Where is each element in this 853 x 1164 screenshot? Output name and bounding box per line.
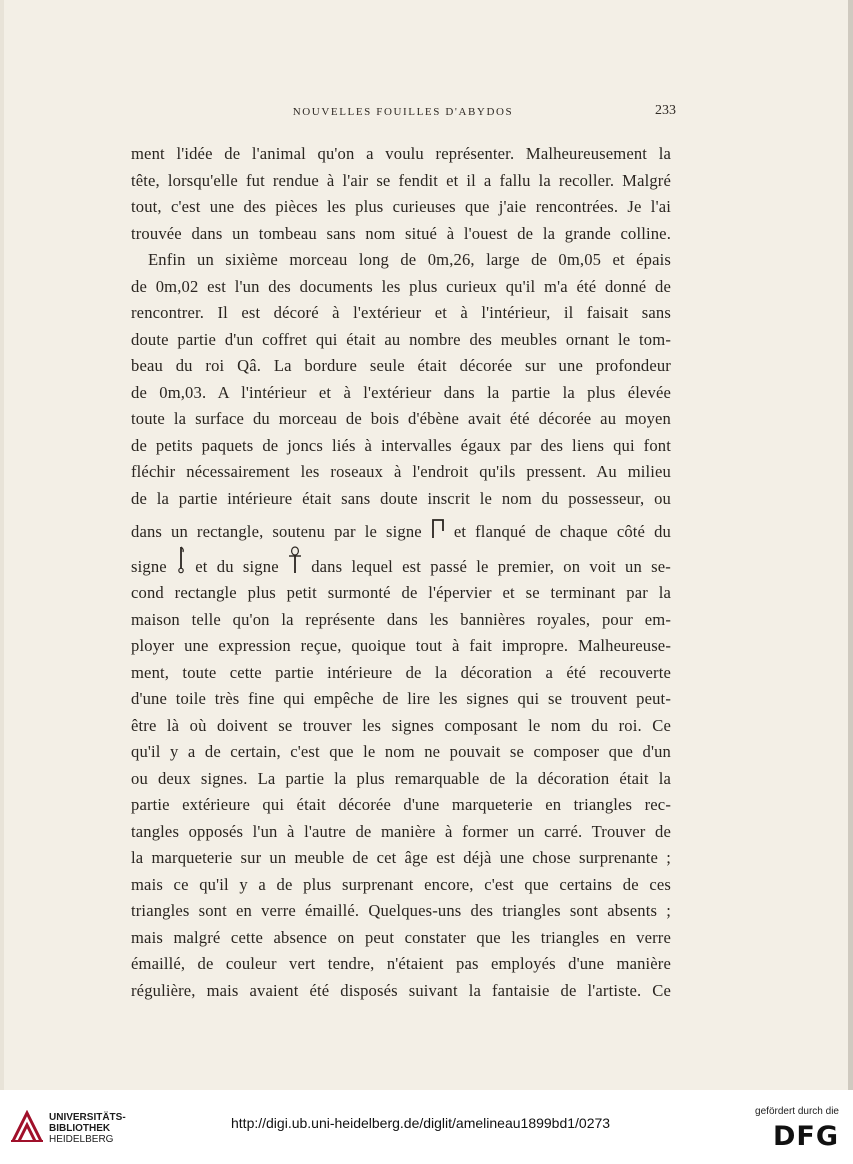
page-edge	[0, 0, 4, 1090]
text-line: tout, c'est une des pièces les plus curieuses que j'aie rencontrées. Je l'ai	[131, 197, 671, 216]
text-line: trouvée dans un tombeau sans nom situé à l'ouest de la grande colline.	[131, 223, 671, 243]
text-line: tête, lorsqu'elle fut rendue à l'air se fendit et il a fallu la recoller. Malgré	[131, 170, 671, 190]
text-line: ment, toute cette partie intérieure de la décoration a été recouverte	[131, 662, 671, 682]
text-fragment: et flanqué de chaque côté du	[453, 522, 671, 541]
text-line: beau du roi Qâ. La bordure seule était décorée sur une profondeur	[131, 356, 671, 375]
text-line: triangles sont en verre émaillé. Quelques-uns des triangles sont absents ;	[131, 901, 671, 920]
text-line: de 0m,02 est l'un des documents les plus curieux qu'il m'a été donné de	[131, 276, 671, 296]
text-line: de la partie intérieure était sans doute inscrit le nom du possesseur, ou	[131, 488, 671, 508]
library-name	[49, 1112, 126, 1145]
text-fragment: dans lequel est passé le premier, on voit un se-	[311, 557, 671, 576]
text-line-with-signs	[131, 546, 671, 580]
text-line: mais ce qu'il y a de plus surprenant encore, c'est que certains de ces	[131, 874, 671, 894]
text-line-with-sign	[131, 512, 671, 546]
library-line-3: HEIDELBERG	[49, 1134, 114, 1145]
text-line: mais malgré cette absence on peut constater que les triangles en verre	[131, 927, 671, 947]
text-fragment: et du signe	[195, 557, 279, 576]
permalink-url[interactable]: http://digi.ub.uni-heidelberg.de/diglit/amelineau1899bd1/0273	[231, 1115, 611, 1131]
text-line: tangles opposés l'un à l'autre de manière à former un carré. Trouver de	[131, 821, 671, 841]
text-line: régulière, mais avaient été disposés suivant la fantaisie de l'artiste. Ce	[131, 980, 671, 1000]
library-line-1: UNIVERSITÄTS-	[49, 1112, 126, 1123]
text-fragment: signe	[131, 557, 167, 576]
funder-block[interactable]	[739, 1106, 839, 1152]
text-line: la marqueterie sur un meuble de cet âge est déjà une chose surprenante ;	[131, 848, 671, 867]
library-line-2: BIBLIOTHEK	[49, 1123, 111, 1134]
running-title: NOUVELLES FOUILLES D'ABYDOS	[292, 106, 514, 118]
funder-caption: gefördert durch die	[755, 1106, 839, 1117]
text-line: toute la surface du morceau de bois d'ébène avait été décorée au moyen	[131, 409, 671, 428]
text-line: partie extérieure qui était décorée d'une marqueterie en triangles rec-	[131, 795, 671, 814]
dfg-logo: DFG	[772, 1121, 839, 1152]
text-line: émaillé, de couleur vert tendre, n'étaient pas employés d'une manière	[131, 954, 671, 973]
library-emblem-icon	[10, 1110, 44, 1149]
text-line: être là où doivent se trouver les signes composant le nom du roi. Ce	[131, 715, 671, 735]
text-body	[131, 141, 671, 1004]
text-line: maison telle qu'on la représente dans les bannières royales, pour em-	[131, 609, 671, 629]
footer-bar	[0, 1090, 853, 1164]
page-number: 233	[655, 103, 676, 118]
text-line: d'une toile très fine qui empêche de lire les signes qui se trouvent peut-	[131, 689, 671, 708]
text-fragment: dans un rectangle, soutenu par le signe	[131, 522, 422, 541]
text-line: de petits paquets de joncs liés à intervalles égaux par des liens qui font	[131, 435, 671, 455]
text-line: ou deux signes. La partie la plus remarquable de la décoration était la	[131, 768, 671, 788]
text-line: ployer une expression reçue, quoique tout à fait impropre. Malheureuse-	[131, 636, 671, 655]
text-line: fléchir nécessairement les roseaux à l'endroit qu'ils pressent. Au milieu	[131, 462, 671, 481]
text-line: cond rectangle plus petit surmonté de l'épervier et se terminant par la	[131, 583, 671, 602]
text-line: rencontrer. Il est décoré à l'extérieur et à l'intérieur, il faisait sans	[131, 303, 671, 322]
text-line: doute partie d'un coffret qui était au nombre des meubles ornant le tom-	[131, 329, 671, 349]
text-line: Enfin un sixième morceau long de 0m,26, large de 0m,05 et épais	[148, 250, 671, 269]
text-line: qu'il y a de certain, c'est que le nom ne pouvait se composer que d'un	[131, 742, 671, 761]
text-line: de 0m,03. A l'intérieur et à l'extérieur dans la partie la plus élevée	[131, 382, 671, 402]
text-line: ment l'idée de l'animal qu'on a voulu représenter. Malheureusement la	[131, 144, 671, 163]
